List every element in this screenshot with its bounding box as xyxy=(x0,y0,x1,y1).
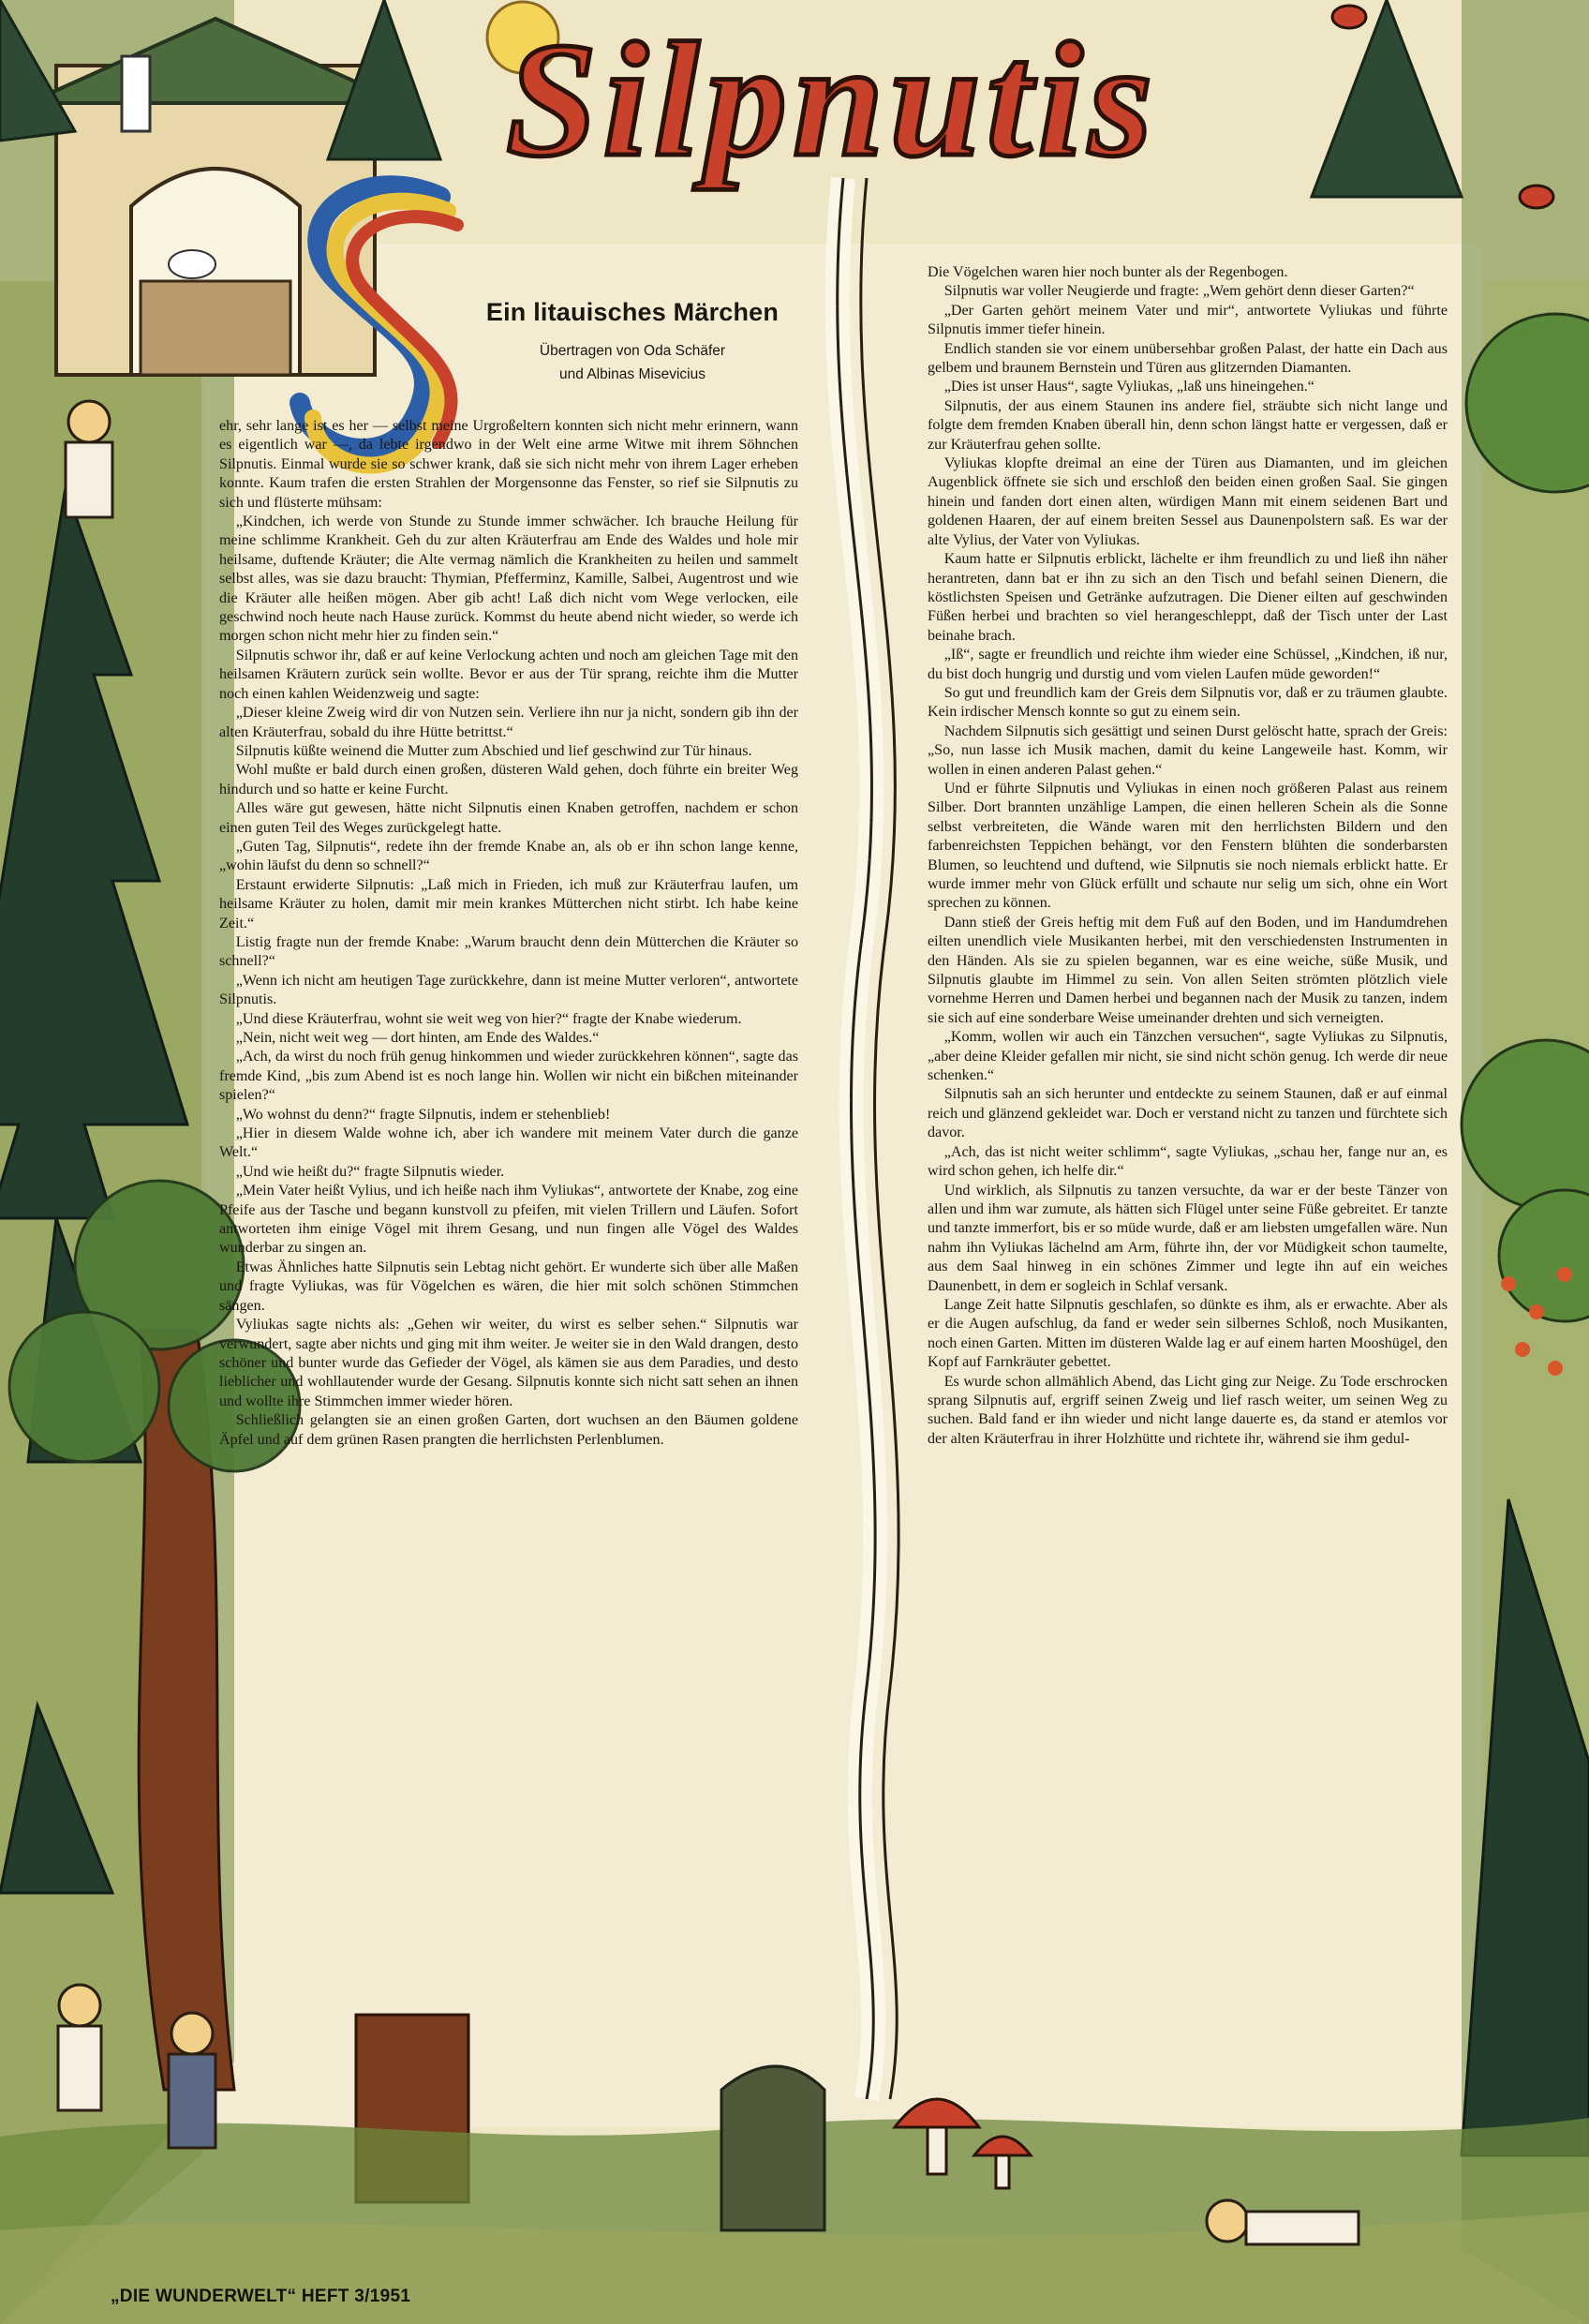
paragraph: Silpnutis, der aus einem Staunen ins andere fiel, sträubte sich nicht lange und folgte dem fremden Knaben überall hin, denn schon längst hatte er vergessen, daß er zur Kräuterfrau gehen sollte. xyxy=(928,397,1448,453)
paragraph: „Nein, nicht weit weg — dort hinten, am Ende des Waldes.“ xyxy=(235,1030,600,1046)
paragraph: Silpnutis sah an sich herunter und entdeckte zu seinem Staunen, daß er auf einmal reich und glänzend gekleidet war. Doch er verstand nicht zu tanzen und fürchtete sich davor. xyxy=(928,1086,1448,1141)
text-column-left xyxy=(219,417,798,1450)
paragraph: Silpnutis war voller Neugierde und fragte: „Wem gehört denn dieser Garten?“ xyxy=(943,283,1415,300)
paragraph: Dann stieß der Greis heftig mit dem Fuß auf den Boden, und im Handumdrehen eilten unendlich viele Musikanten herbei, mit den verschiedensten Instrumenten in den Händen. Als sie zu spielen begannen, war es eine weiche, süße Musik, und Silpnutis glaubte im Himmel zu sein. Von allen Seiten strömten plötzlich viele vornehme Herren und Damen herbei und begannen nach der Musik zu tanzen, indem sie sich auf eine sonderbare Weise umeinander drehten und sich verneigten. xyxy=(928,914,1448,1026)
paragraph: Es wurde schon allmählich Abend, das Licht ging zur Neige. Zu Tode erschrocken sprang Silpnutis auf, ergriff seinen Zweig und lief rasch weiter, um seinen Weg zu suchen. Bald fand er ihn wieder und nicht lange dauerte es, da stand er atemlos vor der alten Kräuterfrau in ihrer Holzhütte und richtete ihr, während sie ihm gedul- xyxy=(928,1373,1448,1447)
paragraph: „Dies ist unser Haus“, sagte Vyliukas, „laß uns hineingehen.“ xyxy=(943,379,1314,395)
paragraph: „Der Garten gehört meinem Vater und mir“, antwortete Vyliukas und führte Silpnutis immer tiefer hinein. xyxy=(928,302,1448,338)
paragraph: Vyliukas klopfte dreimal an eine der Türen aus Diamanten, und im gleichen Augenblick öffnete sie sich und erschloß den beiden einen großen Saal. Sie gingen hinein und fanden dort einen alten, würdigen Mann mit einem seidenen Bart und goldenen Haaren, der auf einem breiten Sessel aus Daunenpolstern saß. Es war der alte Vylius, der Vater von Vyliukas. xyxy=(928,455,1448,548)
paragraph: „Ach, da wirst du noch früh genug hinkommen und wieder zurückkehren können“, sagte das fremde Kind, „bis zum Abend ist es noch lange hin. Wollen wir nicht ein bißchen miteinander spielen?“ xyxy=(219,1049,798,1104)
paragraph: Und er führte Silpnutis und Vyliukas in einen noch größeren Palast aus reinem Silber. Dort brannten unzählige Lampen, die einen helleren Schein als die Sonne selbst verbreiteten, die Wände waren mit den herrlichsten Bildern und den farbenreichsten Teppichen behängt, vor den Fenstern blühten die sonderbarsten Blumen, so leuchtend und duftend, wie Silpnutis sie noch niemals erblickt hatte. Er wurde immer mehr von Glück erfüllt und schaute nur selig um sich, ohne ein Wort sprechen zu können. xyxy=(928,780,1448,912)
paragraph: Nachdem Silpnutis sich gesättigt und seinen Durst gelöscht hatte, sprach der Greis: „So, nun lasse ich Musik machen, damit du keine Langeweile hast. Komm, wir wollen in einen anderen Palast gehen.“ xyxy=(928,723,1448,778)
paragraph: Etwas Ähnliches hatte Silpnutis sein Lebtag nicht gehört. Er wunderte sich über alle Maßen und fragte Vyliukas, was für Vögelchen es wären, die hier mit solch schönen Stimmchen sängen. xyxy=(219,1259,798,1314)
paragraph: ehr, sehr lange ist es her — selbst meine Urgroßeltern konnten sich nicht mehr erinnern, wann es eigentlich war —, da lebte irgendwo in der Welt eine arme Witwe mit ihrem Söhnchen Silpnutis. Einmal wurde sie so schwer krank, daß sie sich nicht mehr von ihrem Lager erheben konnte. Kaum trafen die ersten Strahlen der Morgensonne das Fenster, so rief sie Silpnutis zu sich und flüsterte mühsam: xyxy=(219,418,798,511)
paragraph: „Kindchen, ich werde von Stunde zu Stunde immer schwächer. Ich brauche Heilung für meine schlimme Krankheit. Geh du zur alten Kräuterfrau am Ende des Waldes und hole mir heilsame, duftende Kräuter; die Alte vermag nämlich die Krankheiten zu heilen und sammelt selbst alles, was sie dazu braucht: Thymian, Pfefferminz, Kamille, Salbei, Augentrost und wie die Kräuter alle heißen mögen. Aber gib acht! Laß dich nicht vom Wege verlocken, eile geschwind noch heute nach Hause zurück. Kommst du heute abend nicht wieder, so werde ich morgen schon nicht mehr hier zu finden sein.“ xyxy=(219,514,798,645)
paragraph: So gut und freundlich kam der Greis dem Silpnutis vor, daß er zu träumen glaubte. Kein irdischer Mensch konnte so gut zu einem sein. xyxy=(928,684,1448,721)
paragraph: Silpnutis küßte weinend die Mutter zum Abschied und lief geschwind zur Tür hinaus. xyxy=(235,742,752,759)
paragraph: „Komm, wollen wir auch ein Tänzchen versuchen“, sagte Vyliukas zu Silpnutis, „aber deine Kleider gefallen mir nicht, sie sind nicht schön genug. Ich werde dir neue schenken.“ xyxy=(928,1029,1448,1084)
paragraph: „Ach, das ist nicht weiter schlimm“, sagte Vyliukas, „schau her, fange nur an, es wird schon gehen, ich helfe dir.“ xyxy=(928,1143,1448,1180)
svg-text:Silpnutis: Silpnutis xyxy=(506,8,1159,190)
paragraph: „Mein Vater heißt Vylius, und ich heiße nach ihm Vyliukas“, antwortete der Knabe, zog eine Pfeife aus der Tasche und begann kunstvoll zu pfeifen, mit vielen Trillern und Läufen. Sofort antworteten ihm einige Vögel mit ihrem Gesang, und nun fingen alle Vögel des Waldes wunderbar zu singen an. xyxy=(219,1183,798,1257)
paragraph: Die Vögelchen waren hier noch bunter als der Regenbogen. xyxy=(928,264,1288,280)
paragraph: Silpnutis schwor ihr, daß er auf keine Verlockung achten und noch am gleichen Tage mit den heilsamen Kräutern zurück sein wollte. Bevor er aus der Tür sprang, reichte ihm die Mutter noch einen kahlen Weidenzweig und sagte: xyxy=(219,647,798,702)
paragraph: Erstaunt erwiderte Silpnutis: „Laß mich in Frieden, ich muß zur Kräuterfrau laufen, um heilsame Kräuter zu holen, damit mir mein krankes Mütterchen nicht stirbt. Ich habe keine Zeit.“ xyxy=(219,876,798,931)
title-lettering xyxy=(506,8,1158,190)
paragraph: „Wenn ich nicht am heutigen Tage zurückkehre, dann ist meine Mutter verloren“, antwortete Silpnutis. xyxy=(219,972,798,1008)
translator-credits xyxy=(464,339,801,386)
paragraph: „Und diese Kräuterfrau, wohnt sie weit weg von hier?“ fragte der Knabe wiederum. xyxy=(235,1010,742,1027)
paragraph: Wohl mußte er bald durch einen großen, düsteren Wald gehen, doch führte ein breiter Weg hindurch und so hatte er keine Furcht. xyxy=(219,762,798,797)
paragraph: Listig fragte nun der fremde Knabe: „Warum braucht denn dein Mütterchen die Kräuter so schnell?“ xyxy=(219,933,798,970)
paragraph: Lange Zeit hatte Silpnutis geschlafen, so dünkte es ihm, als er erwachte. Aber als er die Augen aufschlug, da fand er weder sein silbernes Schloß, noch Musikanten, noch einen Garten. Mitten im düsteren Walde lag er auf einem harten Mooshügel, den Kopf auf Farnkräuter gebettet. xyxy=(928,1296,1448,1371)
translator-line-1: Übertragen von Oda Schäfer xyxy=(539,343,726,359)
story-subtitle: Ein litauisches Märchen xyxy=(485,298,780,326)
paragraph: Kaum hatte er Silpnutis erblickt, lächelte er ihm freundlich zu und ließ ihn näher herantreten, dann bat er ihn zu sich an den Tisch und befahl seinen Dienern, die köstlichsten Speisen und Getränke aufzutragen. Die Diener eilten auf geschwinden Füßen herbei und brachten so viel herangeschleppt, daß der Tisch unter der Last beinahe brach. xyxy=(928,551,1448,644)
paragraph: „Und wie heißt du?“ fragte Silpnutis wieder. xyxy=(235,1163,505,1180)
paragraph: Vyliukas sagte nichts als: „Gehen wir weiter, du wirst es selber sehen.“ Silpnutis war verwundert, sagte aber nichts und ging mit ihm weiter. Je weiter sie in den Wald drangen, desto schöner und bunter wurde das Gefieder der Vögel, als kämen sie aus dem Paradies, und desto lieblicher und wohllautender wurde der Gesang. Silpnutis konnte sich nicht satt sehen an ihnen und wollte ihre Stimmchen immer wieder hören. xyxy=(219,1317,798,1409)
paragraph: „Wo wohnst du denn?“ fragte Silpnutis, indem er stehenblieb! xyxy=(235,1106,611,1123)
paragraph: Endlich standen sie vor einem unübersehbar großen Palast, der hatte ein Dach aus gelbem und braunem Bernstein und Türen aus glitzernden Diamanten. xyxy=(928,340,1448,377)
paragraph: „Guten Tag, Silpnutis“, redete ihn der fremde Knabe an, als ob er ihn schon lange kenne, „wohin läufst du denn so schnell?“ xyxy=(219,838,798,874)
magazine-footer: „DIE WUNDERWELT“ HEFT 3/1951 xyxy=(111,2287,411,2306)
paragraph: „Dieser kleine Zweig wird dir von Nutzen sein. Verliere ihn nur ja nicht, sondern gib ihn der alten Kräuterfrau, sobald du ihre Hütte betrittst.“ xyxy=(219,705,798,740)
paragraph: Und wirklich, als Silpnutis zu tanzen versuchte, da war er der beste Tänzer von allen und ihm war zumute, als hätten sich Flügel unter seine Füße gebreitet. Er tanzte und tanzte immerfort, bis er so müde wurde, daß er am liebsten umgefallen wäre. Nun nahm ihn Vyliukas lächelnd am Arm, führte ihn, der vor Müdigkeit schon taumelte, aus dem Saal hinweg in ein schönes Zimmer und legte ihn auf ein weiches Daunenbett, in dem er sogleich in Schlaf versank. xyxy=(928,1182,1448,1294)
paragraph: Schließlich gelangten sie an einen großen Garten, dort wuchsen an den Bäumen goldene Äpfel und auf dem grünen Rasen prangten die herrlichsten Perlenblumen. xyxy=(219,1412,798,1448)
translator-line-2: und Albinas Misevicius xyxy=(559,366,705,382)
paragraph: „Iß“, sagte er freundlich und reichte ihm wieder eine Schüssel, „Kindchen, iß nur, du bist doch hungrig und durstig und vom vielen Laufen müde geworden!“ xyxy=(928,647,1448,682)
paragraph: Alles wäre gut gewesen, hätte nicht Silpnutis einen Knaben getroffen, nachdem er schon einen guten Teil des Weges zurückgelegt hatte. xyxy=(219,800,798,836)
paragraph: „Hier in diesem Walde wohne ich, aber ich wandere mit meinem Vater durch die ganze Welt.“ xyxy=(219,1125,798,1161)
text-column-right xyxy=(928,263,1448,1449)
